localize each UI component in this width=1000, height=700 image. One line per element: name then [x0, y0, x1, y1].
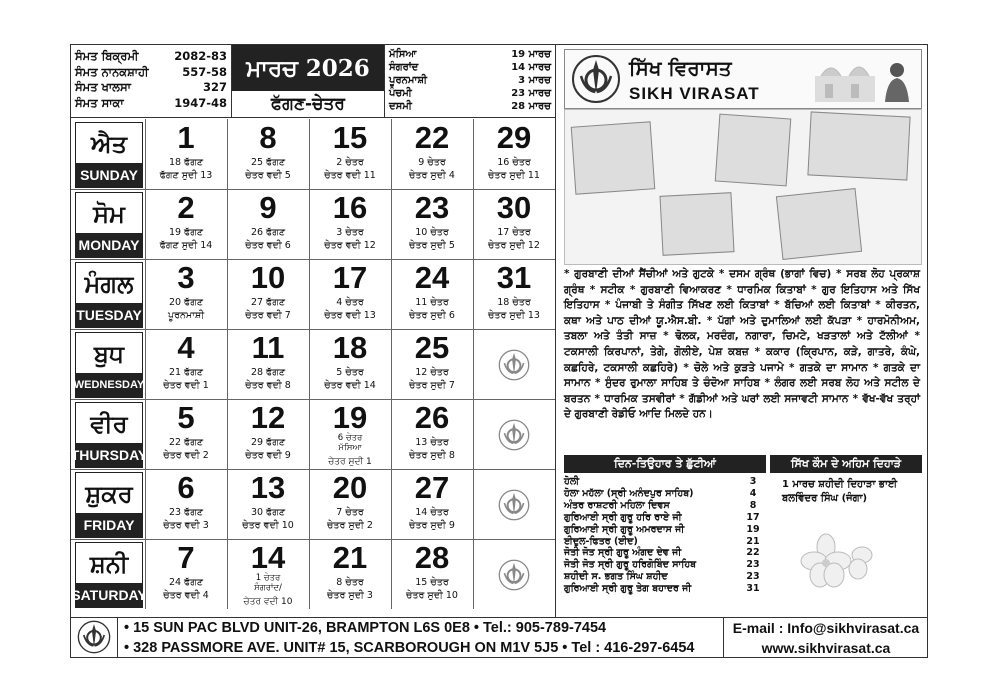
weekday-name-english: SUNDAY [76, 163, 142, 187]
festival-day: 23 [746, 559, 760, 571]
day-cell[interactable] [145, 119, 226, 189]
day-number: 13 [250, 470, 286, 505]
nanakshahi-date: 25 ਫੱਗਣ [250, 157, 286, 168]
lunar-date: ਫੱਗਣ ਸੁਦੀ 13 [159, 170, 213, 181]
day-number: 15 [332, 120, 368, 155]
weekday-name-punjabi: ਵੀਰ [90, 408, 128, 438]
important-days-section [770, 455, 922, 506]
lunar-date: ਚੇਤਰ ਸੁਦੀ 8 [409, 450, 455, 461]
day-number: 1 [177, 120, 195, 155]
festival-day: 17 [746, 511, 760, 523]
lunar-date: ਸੰਗਰਾਂਦ/ [254, 583, 282, 593]
brand-name-punjabi: ਸਿੱਖ ਵਿਰਾਸਤ [629, 56, 732, 80]
nanakshahi-date: 27 ਫੱਗਣ [250, 297, 286, 308]
products-description: * ਗੁਰਬਾਣੀ ਦੀਆਂ ਸੈਂਚੀਆਂ ਅਤੇ ਗੁਟਕੇ * ਦਸਮ ਗ੍ਰੰਥ (ਭਾਗਾਂ ਵਿਚ) * ਸਰਬ ਲੋਹ ਪ੍ਰਕਾਸ਼ ਗ੍ਰੰਥ * ਸਟੀਕ * ਗੁਰਬਾਣੀ ਵਿਆਕਰਣ * ਧਾਰਮਿਕ ਕਿਤਾਬਾਂ * ਗੁਰ ਇਤਿਹਾਸ ਅਤੇ ਸਿੱਖ ਇਤਿਹਾਸ * ਪੰਜਾਬੀ ਤੇ ਸੰਗੀਤ ਸਿੱਖਣ ਲਈ ਕਿਤਾਬਾਂ * ਬੱਚਿਆਂ ਲਈ ਕਿਤਾਬਾਂ * ਕੀਰਤਨ, ਕਥਾ ਅਤੇ ਪਾਠ ਦੀਆਂ ਯੂ.ਐਸ.ਬੀ. * ਪੱਗਾਂ ਅਤੇ ਦੁਮਾਲਿਆਂ ਲਈ ਕੱਪੜਾ * ਹਾਰਮੋਨੀਅਮ, ਤਬਲਾ ਅਤੇ ਤੰਤੀ ਸਾਜ਼ * ਢੋਲਕ, ਮਰਦੰਗ, ਨਗਾਰਾ, ਚਿਮਟੇ, ਖੜਤਾਲਾਂ ਅਤੇ ਟੱਲੀਆਂ * ਟਕਸਾਲੀ ਕਿਰਪਾਨਾਂ, ਤੇਗੇ, ਗੋਲੀਏ, ਪੇਸ਼ ਕਬਜ਼ * ਕਕਾਰ (ਕ੍ਰਿਪਾਨ, ਕੜੇ, ਗਾਤਰੇ, ਕੰਘੇ, ਕਛਹਿਰੇ, ਟਕਸਾਲੀ ਕਛਹਿਰੇ) * ਚੋਲੇ ਅਤੇ ਕੁੜਤੇ ਪਜਾਮੇ * ਗਤਕੇ ਦਾ ਸਾਮਾਨ * ਗਤਕੇ ਦਾ ਸਾਮਾਨ * ਸੁੰਦਰ ਰੁਮਾਲਾ ਸਾਹਿਬ ਤੇ ਚੰਦੋਆ ਸਾਹਿਬ * ਲੰਗਰ ਲਈ ਸਰਬ ਲੋਹ ਅਤੇ ਸਟੀਲ ਦੇ ਬਰਤਨ * ਧਾਰਮਿਕ ਤਸਵੀਰਾਂ * ਗੱਡੀਆਂ ਅਤੇ ਘਰਾਂ ਲਈ ਸਜਾਵਟੀ ਸਾਮਾਨ * ਵੱਖ-ਵੱਖ ਤਰ੍ਹਾਂ ਦੇ ਗੁਰਬਾਣੀ ਰੇਡੀਓ ਆਦਿ ਮਿਲਦੇ ਹਨ। [564, 268, 920, 421]
day-number: 30 [496, 190, 532, 225]
festival-name: ਜੋਤੀ ਜੋਤ ਸ੍ਰੀ ਗੁਰੂ ਅੰਗਦ ਦੇਵ ਜੀ [564, 547, 682, 559]
festival-row [564, 536, 766, 548]
lunar-date: ਚੇਤਰ ਵਦੀ 8 [245, 380, 291, 391]
empty-day-cell [473, 399, 554, 469]
page-footer [71, 617, 927, 658]
row-divider [71, 189, 555, 190]
lunar-date: ਚੇਤਰ ਸੁਦੀ 5 [409, 240, 455, 251]
nanakshahi-date: 18 ਚੇਤਰ [497, 297, 531, 308]
day-cell[interactable] [309, 539, 390, 609]
empty-day-cell [473, 539, 554, 609]
nanakshahi-date: 19 ਫੱਗਣ [168, 227, 204, 238]
day-number: 2 [177, 190, 195, 225]
lunar-date: ਚੇਤਰ ਵਦੀ 7 [245, 310, 291, 321]
row-divider [71, 469, 555, 470]
lunar-date: ਚੇਤਰ ਵਦੀ 11 [324, 170, 376, 181]
lunar-date: ਪੂਰਨਮਾਸ਼ੀ [167, 310, 205, 321]
weekday-name-english: FRIDAY [76, 513, 142, 537]
weekday-name-punjabi: ਸੋਮ [93, 198, 125, 228]
lunar-date: ਚੇਤਰ ਵਦੀ 2 [163, 450, 209, 461]
weekday-label-monday [75, 192, 143, 258]
day-number: 8 [259, 120, 277, 155]
important-days-title: ਸਿੱਖ ਕੌਮ ਦੇ ਅਹਿਮ ਦਿਹਾੜੇ [770, 455, 922, 473]
advert-panel [555, 45, 928, 617]
day-cell[interactable] [309, 469, 390, 539]
week-row-monday [71, 189, 555, 259]
weekday-name-punjabi: ਮੰਗਲ [84, 268, 134, 298]
nanakshahi-date: 1 ਚੇਤਰ [255, 573, 281, 583]
lunar-date-extra: ਚੇਤਰ ਸੁਦੀ 1 [328, 457, 372, 467]
lunar-date: ਚੇਤਰ ਵਦੀ 12 [324, 240, 376, 251]
website-link[interactable]: www.sikhvirasat.ca [761, 640, 891, 656]
event-row: ਦਸਮੀ 28 ਮਾਰਚ [389, 101, 551, 112]
nanakshahi-date: 7 ਚੇਤਰ [336, 507, 364, 518]
nanakshahi-date: 5 ਚੇਤਰ [336, 367, 364, 378]
day-cell[interactable] [309, 329, 390, 399]
day-cell[interactable] [227, 189, 308, 259]
nanakshahi-date: 2 ਚੇਤਰ [336, 157, 364, 168]
week-row-wednesday [71, 329, 555, 399]
week-row-thursday [71, 399, 555, 469]
nanakshahi-date: 24 ਫੱਗਣ [168, 577, 204, 588]
day-cell[interactable] [227, 539, 308, 609]
lunar-date: ਚੇਤਰ ਵਦੀ 14 [324, 380, 376, 391]
nanakshahi-date: 6 ਚੇਤਰ [337, 433, 363, 443]
nanakshahi-date: 9 ਚੇਤਰ [418, 157, 446, 168]
nanakshahi-date: 18 ਫੱਗਣ [168, 157, 204, 168]
weekday-name-english: MONDAY [76, 233, 142, 257]
day-number: 22 [414, 120, 450, 155]
product-photos [564, 109, 922, 265]
era-list [75, 49, 227, 111]
weekday-label-wednesday [75, 332, 143, 398]
festival-name: ਗੁਰਿਆਈ ਸ੍ਰੀ ਗੁਰੂ ਹਰਿ ਰਾਏ ਜੀ [564, 511, 682, 523]
festival-row [564, 476, 766, 488]
weekday-name-punjabi: ਬੁਧ [93, 338, 125, 368]
festival-day: 4 [749, 487, 757, 499]
product-photo-tabla [659, 192, 734, 256]
lunar-date: ਚੇਤਰ ਸੁਦੀ 10 [406, 590, 458, 601]
weekday-label-sunday [75, 122, 143, 188]
day-number: 5 [177, 400, 195, 435]
email-link[interactable]: E-mail : Info@sikhvirasat.ca [732, 620, 920, 636]
festival-row [564, 559, 766, 571]
festival-row [564, 512, 766, 524]
day-cell[interactable] [391, 329, 472, 399]
khanda-emblem-icon [498, 559, 530, 591]
nanakshahi-date: 12 ਚੇਤਰ [415, 367, 449, 378]
festival-day: 3 [749, 476, 757, 487]
day-cell[interactable] [391, 189, 472, 259]
nanakshahi-date: 3 ਚੇਤਰ [336, 227, 364, 238]
address-scarborough: • 328 PASSMORE AVE. UNIT# 15, SCARBOROUGH ON M1V 5J5 • Tel : 416-297-6454 [124, 640, 695, 656]
day-number: 28 [414, 540, 450, 575]
khanda-emblem-icon [498, 419, 530, 451]
festivals-list [564, 476, 766, 595]
lunar-date: ਚੇਤਰ ਵਦੀ 9 [245, 450, 291, 461]
day-number: 12 [250, 400, 286, 435]
month-title: ਮਾਰਚ 2026 [232, 45, 384, 91]
lunar-date: ਚੇਤਰ ਸੁਦੀ 11 [488, 170, 540, 181]
day-cell[interactable] [309, 399, 390, 469]
festival-day: 8 [749, 499, 757, 511]
nanakshahi-date: 4 ਚੇਤਰ [336, 297, 364, 308]
nanakshahi-date: 10 ਚੇਤਰ [415, 227, 449, 238]
day-cell[interactable] [145, 189, 226, 259]
store-addresses [117, 618, 724, 658]
day-number: 11 [251, 330, 285, 365]
festival-name: ਈਦੁਲ-ਫਿਤਰ (ਈਦ) [564, 535, 638, 547]
month-subtitle: ਫੱਗਣ-ਚੇਤਰ [271, 94, 345, 114]
weekday-name-english: WEDNESDAY [76, 373, 142, 397]
lunar-date: ਚੇਤਰ ਵਦੀ 4 [163, 590, 209, 601]
day-number: 16 [332, 190, 368, 225]
lunar-date: ਚੇਤਰ ਵਦੀ 3 [163, 520, 209, 531]
khanda-emblem-icon [498, 349, 530, 381]
event-row: ਮੱਸਿਆ 19 ਮਾਰਚ [389, 49, 551, 60]
weekday-label-friday [75, 472, 143, 538]
lunar-date: ਫੱਗਣ ਸੁਦੀ 14 [159, 240, 213, 251]
important-days-text: 1 ਮਾਰਚ ਸ਼ਹੀਦੀ ਦਿਹਾੜਾ ਭਾਈ ਬਲਵਿੰਦਰ ਸਿੰਘ (ਜੰਗਾ) [782, 479, 898, 504]
lunar-date: ਚੇਤਰ ਸੁਦੀ 12 [488, 240, 540, 251]
festival-row [564, 547, 766, 559]
khanda-emblem-icon [77, 620, 111, 654]
lunar-date: ਚੇਤਰ ਵਦੀ 6 [245, 240, 291, 251]
lunar-date: ਚੇਤਰ ਸੁਦੀ 9 [409, 520, 455, 531]
khanda-emblem-icon [571, 54, 621, 104]
weekday-name-punjabi: ਸ਼ਨੀ [89, 548, 129, 578]
festivals-section [564, 455, 766, 595]
day-cell[interactable] [473, 189, 554, 259]
day-number: 9 [259, 190, 277, 225]
product-photo-books [715, 114, 792, 187]
week-row-sunday [71, 119, 555, 189]
day-cell[interactable] [227, 329, 308, 399]
empty-day-cell [473, 469, 554, 539]
festival-name: ਜੋਤੀ ਜੋਤ ਸ੍ਰੀ ਗੁਰੂ ਹਰਿਗੋਬਿੰਦ ਸਾਹਿਬ [564, 559, 697, 571]
day-cell[interactable] [391, 469, 472, 539]
calendar-page [70, 44, 928, 658]
weekday-name-punjabi: ਐਤ [91, 128, 127, 158]
lunar-date: ਚੇਤਰ ਵਦੀ 13 [324, 310, 376, 321]
festival-day: 21 [746, 535, 760, 547]
row-divider [71, 399, 555, 400]
day-number: 29 [496, 120, 532, 155]
lunar-date-extra: ਚੇਤਰ ਵਦੀ 10 [243, 597, 293, 607]
nanakshahi-date: 22 ਫੱਗਣ [168, 437, 204, 448]
festival-day: 19 [746, 523, 760, 535]
festival-row [564, 571, 766, 583]
day-cell[interactable] [145, 329, 226, 399]
nanakshahi-date: 13 ਚੇਤਰ [415, 437, 449, 448]
event-row: ਸੰਗਰਾਂਦ 14 ਮਾਰਚ [389, 62, 551, 73]
festival-name: ਹੋਲਾ ਮਹੱਲਾ (ਸ੍ਰੀ ਅਨੰਦਪੁਰ ਸਾਹਿਬ) [564, 487, 694, 499]
day-number: 24 [414, 260, 450, 295]
day-number: 14 [250, 540, 286, 575]
day-number: 31 [496, 260, 532, 295]
nanakshahi-date: 14 ਚੇਤਰ [415, 507, 449, 518]
product-photo-instruments [571, 121, 656, 194]
day-cell[interactable] [145, 259, 226, 329]
weekday-label-thursday [70, 402, 148, 468]
nanakshahi-date: 30 ਫੱਗਣ [250, 507, 286, 518]
lunar-date: ਚੇਤਰ ਸੁਦੀ 2 [327, 520, 373, 531]
nanakshahi-date: 29 ਫੱਗਣ [250, 437, 286, 448]
nanakshahi-date: 16 ਚੇਤਰ [497, 157, 531, 168]
week-row-tuesday [71, 259, 555, 329]
day-number: 18 [332, 330, 368, 365]
lunar-date: ਚੇਤਰ ਵਦੀ 1 [163, 380, 209, 391]
nanakshahi-date: 11 ਚੇਤਰ [415, 297, 449, 308]
flower-decoration-icon [796, 529, 880, 589]
festival-name: ਅੰਤਰ ਰਾਸ਼ਟਰੀ ਮਹਿਲਾ ਦਿਵਸ [564, 499, 670, 511]
month-box [231, 45, 385, 117]
event-row: ਪੰਚਮੀ 23 ਮਾਰਚ [389, 88, 551, 99]
nanakshahi-date: 8 ਚੇਤਰ [336, 577, 364, 588]
era-row: ਸੰਮਤ ਸਾਕਾ 1947-48 [75, 95, 227, 110]
day-number: 26 [414, 400, 450, 435]
row-divider [71, 329, 555, 330]
product-photo-harmonium [807, 111, 910, 180]
era-row: ਸੰਮਤ ਨਾਨਕਸ਼ਾਹੀ 557-58 [75, 64, 227, 79]
temple-illustration-icon [811, 54, 915, 104]
era-row: ਸੰਮਤ ਬਿਕ੍ਰਮੀ 2082-83 [75, 49, 227, 63]
contact-info [723, 618, 928, 658]
day-number: 23 [414, 190, 450, 225]
nanakshahi-date: 15 ਚੇਤਰ [415, 577, 449, 588]
festival-row [564, 524, 766, 536]
weekday-name-punjabi: ਸ਼ੁਕਰ [85, 478, 133, 508]
lunar-date: ਚੇਤਰ ਵਦੀ 5 [245, 170, 291, 181]
khanda-emblem-icon [498, 489, 530, 521]
weekday-name-english: THURSDAY [76, 443, 142, 467]
nanakshahi-date: 17 ਚੇਤਰ [497, 227, 531, 238]
product-photo-shelf [776, 188, 862, 260]
lunar-date: ਚੇਤਰ ਸੁਦੀ 6 [409, 310, 455, 321]
day-number: 6 [177, 470, 195, 505]
lunar-date: ਚੇਤਰ ਵਦੀ 10 [242, 520, 294, 531]
lunar-date: ਚੇਤਰ ਸੁਦੀ 7 [409, 380, 455, 391]
day-number: 25 [414, 330, 450, 365]
day-cell[interactable] [391, 119, 472, 189]
day-cell[interactable] [309, 189, 390, 259]
day-number: 4 [177, 330, 195, 365]
festival-row [564, 500, 766, 512]
day-number: 3 [177, 260, 195, 295]
festival-day: 22 [746, 547, 760, 559]
festival-name: ਗੁਰਿਆਈ ਸ੍ਰੀ ਗੁਰੂ ਤੇਗ ਬਹਾਦਰ ਜੀ [564, 583, 692, 595]
festivals-title: ਦਿਨ-ਤਿਉਹਾਰ ਤੇ ਛੁੱਟੀਆਂ [564, 455, 766, 473]
era-row: ਸੰਮਤ ਖਾਲਸਾ 327 [75, 80, 227, 94]
festival-name: ਹੋਲੀ [564, 476, 580, 487]
lunar-events [389, 48, 551, 113]
nanakshahi-date: 28 ਫੱਗਣ [250, 367, 286, 378]
week-row-friday [71, 469, 555, 539]
day-cell[interactable] [473, 259, 554, 329]
weekday-name-english: SATURDAY [76, 583, 142, 607]
lunar-date: ਚੇਤਰ ਸੁਦੀ 13 [488, 310, 540, 321]
day-cell[interactable] [227, 119, 308, 189]
day-number: 7 [177, 540, 195, 575]
week-row-saturday [71, 539, 555, 609]
weekday-label-tuesday [75, 262, 143, 328]
weekday-label-saturday [71, 542, 147, 608]
lunar-date: ਚੇਤਰ ਸੁਦੀ 3 [327, 590, 373, 601]
day-number: 19 [332, 400, 368, 435]
festival-row [564, 583, 766, 595]
day-cell[interactable] [309, 259, 390, 329]
day-number: 21 [332, 540, 368, 575]
lunar-date: ਚੇਤਰ ਸੁਦੀ 4 [409, 170, 455, 181]
row-divider [71, 539, 555, 540]
nanakshahi-date: 23 ਫੱਗਣ [168, 507, 204, 518]
nanakshahi-date: 21 ਫੱਗਣ [168, 367, 204, 378]
day-cell[interactable] [391, 399, 472, 469]
day-cell[interactable] [473, 119, 554, 189]
day-cell[interactable] [145, 399, 226, 469]
festival-name: ਸ਼ਹੀਦੀ ਸ. ਭਗਤ ਸਿੰਘ ਸ਼ਹੀਦ [564, 571, 668, 583]
empty-day-cell [473, 329, 554, 399]
festival-name: ਗੁਰਿਆਈ ਸ੍ਰੀ ਗੁਰੂ ਅਮਰਦਾਸ ਜੀ [564, 523, 685, 535]
day-number: 20 [332, 470, 368, 505]
day-cell[interactable] [391, 539, 472, 609]
calendar-header [71, 45, 555, 118]
event-row: ਪੂਰਨਮਾਸ਼ੀ 3 ਮਾਰਚ [389, 75, 551, 86]
day-cell[interactable] [227, 259, 308, 329]
day-cell[interactable] [391, 259, 472, 329]
row-divider [71, 259, 555, 260]
address-brampton: • 15 SUN PAC BLVD UNIT-26, BRAMPTON L6S 0E8 • Tel.: 905-789-7454 [124, 620, 607, 636]
festival-day: 31 [746, 583, 760, 595]
weekday-name-english: TUESDAY [76, 303, 142, 327]
day-cell[interactable] [227, 399, 308, 469]
festival-row [564, 488, 766, 500]
brand-name-english: SIKH VIRASAT [629, 84, 760, 103]
nanakshahi-date: 20 ਫੱਗਣ [168, 297, 204, 308]
day-cell[interactable] [145, 469, 226, 539]
day-number: 10 [250, 260, 286, 295]
day-cell[interactable] [227, 469, 308, 539]
festival-day: 23 [746, 571, 760, 583]
nanakshahi-date: 26 ਫੱਗਣ [250, 227, 286, 238]
day-cell[interactable] [145, 539, 226, 609]
lunar-date: ਮੱਸਿਆ [338, 443, 362, 453]
day-number: 27 [414, 470, 450, 505]
day-cell[interactable] [309, 119, 390, 189]
brand-banner [564, 49, 922, 109]
day-number: 17 [332, 260, 368, 295]
